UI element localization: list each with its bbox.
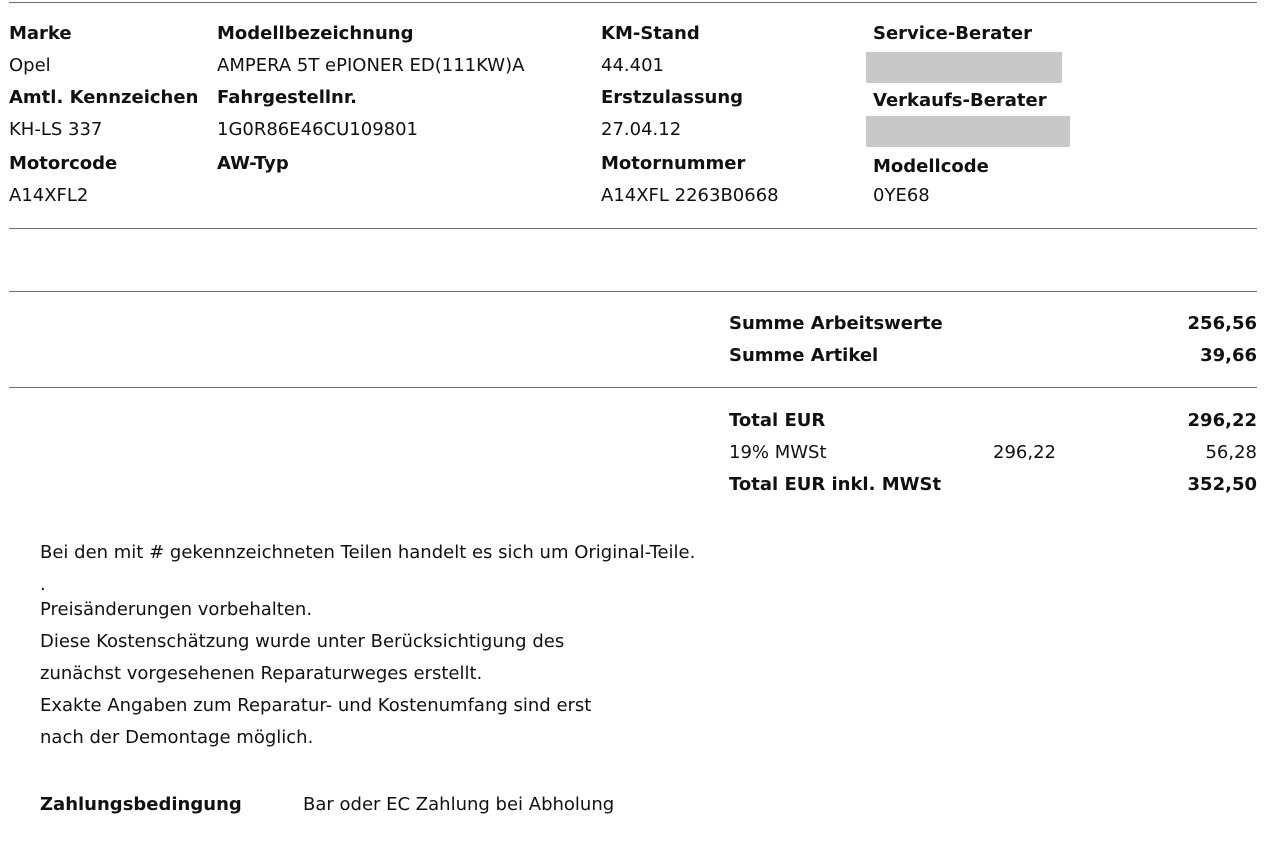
top-divider: [9, 2, 1257, 3]
label-fahrgestellnr: Fahrgestellnr.: [217, 87, 358, 108]
label-summe-arbeitswerte: Summe Arbeitswerte: [729, 313, 943, 334]
label-aw-typ: AW-Typ: [217, 153, 289, 174]
value-fahrgestellnr: 1G0R86E46CU109801: [217, 119, 418, 140]
note-line: zunächst vorgesehenen Reparaturweges erstellt.: [40, 663, 483, 684]
value-total-eur-inkl-mwst: 352,50: [1187, 474, 1257, 495]
value-erstzulassung: 27.04.12: [601, 119, 682, 140]
value-modellbezeichnung: AMPERA 5T ePIONER ED(111KW)A: [217, 55, 525, 76]
vehicle-bottom-divider: [9, 228, 1257, 229]
label-verkaufs-berater: Verkaufs-Berater: [873, 90, 1047, 111]
value-marke: Opel: [9, 55, 51, 76]
value-motornummer: A14XFL 2263B0668: [601, 185, 779, 206]
value-summe-artikel: 39,66: [1200, 345, 1257, 366]
value-kennzeichen: KH-LS 337: [9, 119, 103, 140]
label-service-berater: Service-Berater: [873, 23, 1032, 44]
label-kennzeichen: Amtl. Kennzeichen: [9, 87, 199, 108]
note-line: Bei den mit # gekennzeichneten Teilen handelt es sich um Original-Teile.: [40, 542, 696, 563]
label-total-eur-inkl-mwst: Total EUR inkl. MWSt: [729, 474, 942, 495]
label-marke: Marke: [9, 23, 72, 44]
label-zahlungsbedingung: Zahlungsbedingung: [40, 794, 242, 815]
label-total-eur: Total EUR: [729, 410, 826, 431]
label-km-stand: KM-Stand: [601, 23, 700, 44]
redacted-service-berater: [866, 52, 1062, 83]
totals-top-divider: [9, 291, 1257, 292]
totals-mid-divider: [9, 387, 1257, 388]
label-erstzulassung: Erstzulassung: [601, 87, 744, 108]
value-total-eur: 296,22: [1187, 410, 1257, 431]
note-line: Exakte Angaben zum Reparatur- und Kostenumfang sind erst: [40, 695, 592, 716]
value-summe-arbeitswerte: 256,56: [1187, 313, 1257, 334]
label-modellbezeichnung: Modellbezeichnung: [217, 23, 414, 44]
note-line: .: [40, 574, 46, 595]
label-modellcode: Modellcode: [873, 156, 989, 177]
note-line: Preisänderungen vorbehalten.: [40, 599, 313, 620]
value-km-stand: 44.401: [601, 55, 664, 76]
label-motorcode: Motorcode: [9, 153, 118, 174]
value-zahlungsbedingung: Bar oder EC Zahlung bei Abholung: [303, 794, 615, 815]
note-line: nach der Demontage möglich.: [40, 727, 314, 748]
label-mwst: 19% MWSt: [729, 442, 827, 463]
value-motorcode: A14XFL2: [9, 185, 89, 206]
value-mwst: 56,28: [1205, 442, 1257, 463]
value-mwst-base: 296,22: [993, 442, 1056, 463]
note-line: Diese Kostenschätzung wurde unter Berücksichtigung des: [40, 631, 565, 652]
label-summe-artikel: Summe Artikel: [729, 345, 879, 366]
redacted-verkaufs-berater: [866, 116, 1070, 147]
value-modellcode: 0YE68: [873, 185, 930, 206]
label-motornummer: Motornummer: [601, 153, 746, 174]
